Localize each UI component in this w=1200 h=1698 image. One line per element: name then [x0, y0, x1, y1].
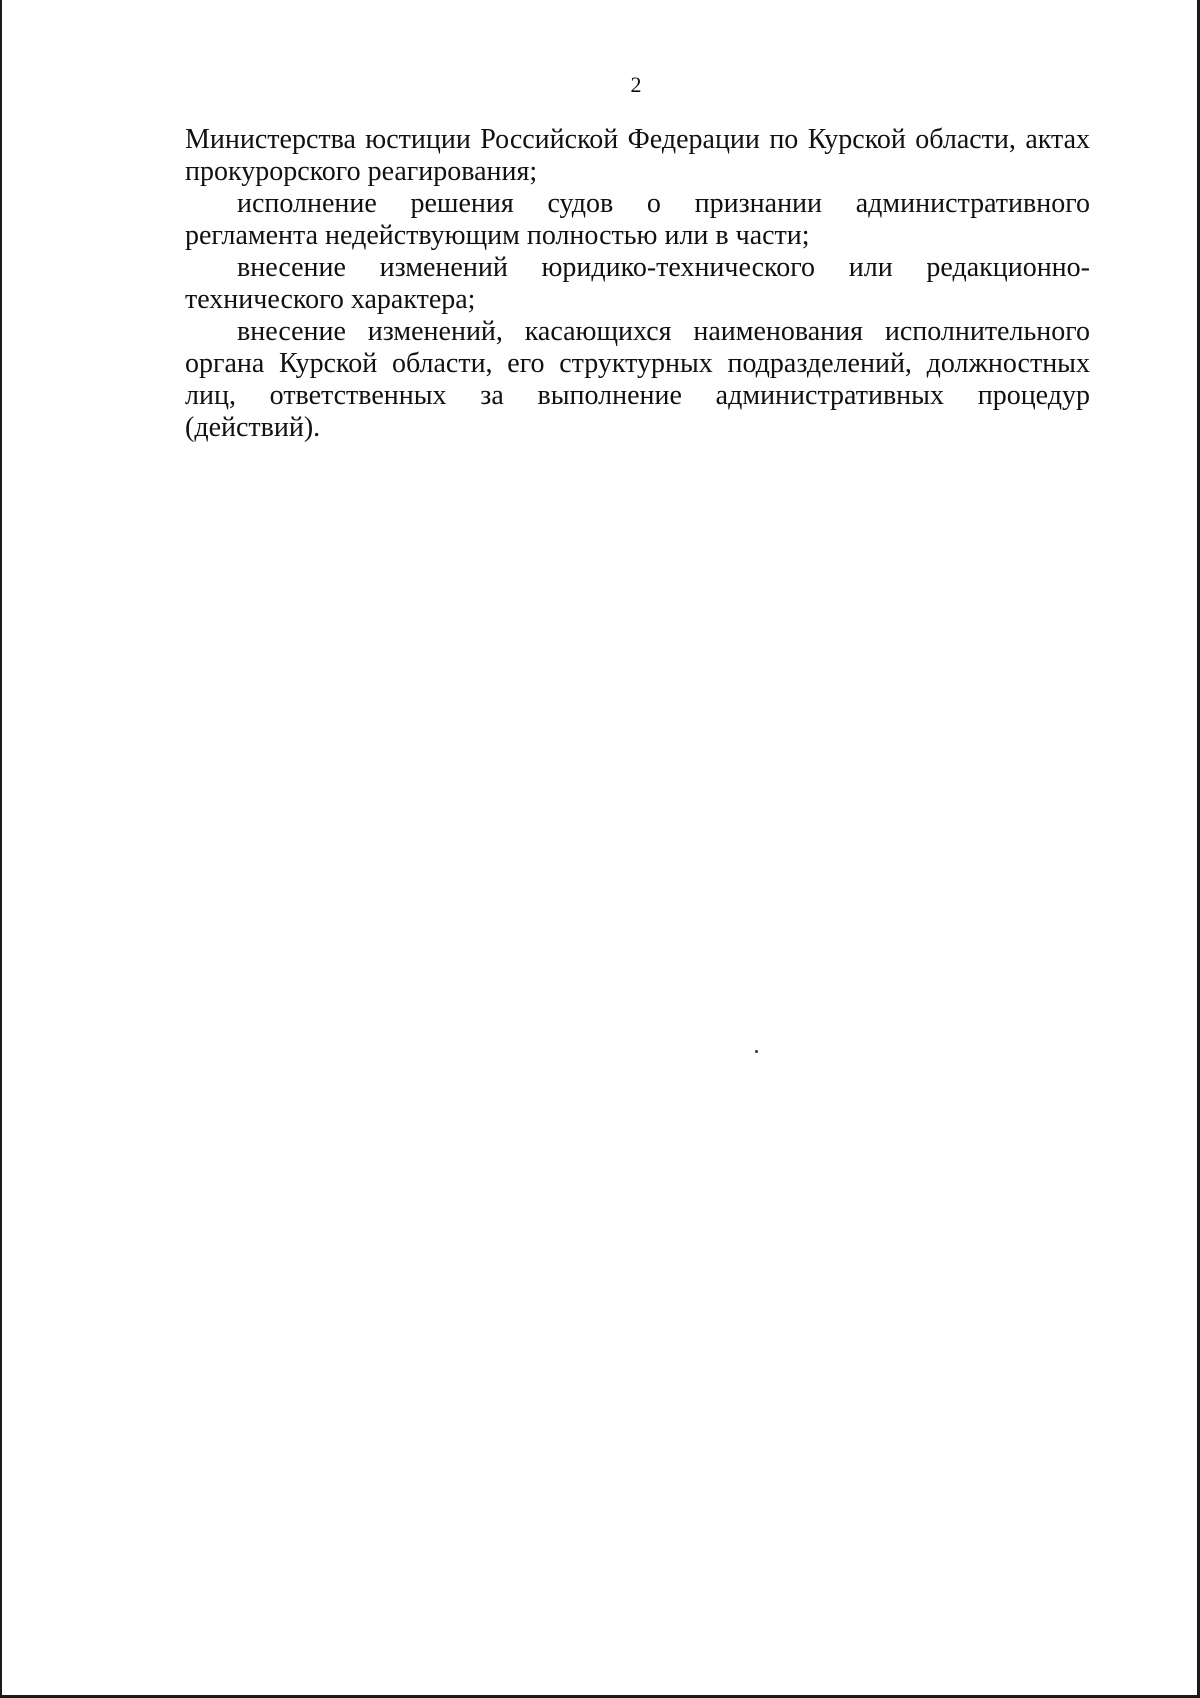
page-number: 2: [630, 72, 642, 97]
scan-edge-left: [0, 0, 2, 1698]
paragraph-technical-changes: внесение изменений юридико-технического или редакционно-технического характера;: [185, 252, 1090, 315]
scan-speck: [755, 1050, 758, 1053]
document-body: [185, 124, 1090, 444]
paragraph-court-decision: исполнение решения судов о признании административного регламента недействующим полностью или в части;: [185, 188, 1090, 251]
paragraph-continuation: Министерства юстиции Российской Федерации по Курской области, актах прокурорского реагирования;: [185, 124, 1090, 187]
paragraph-naming-changes: внесение изменений, касающихся наименования исполнительного органа Курской области, его структурных подразделений, должностных лиц, ответственных за выполнение административных процедур (действий).: [185, 316, 1090, 443]
